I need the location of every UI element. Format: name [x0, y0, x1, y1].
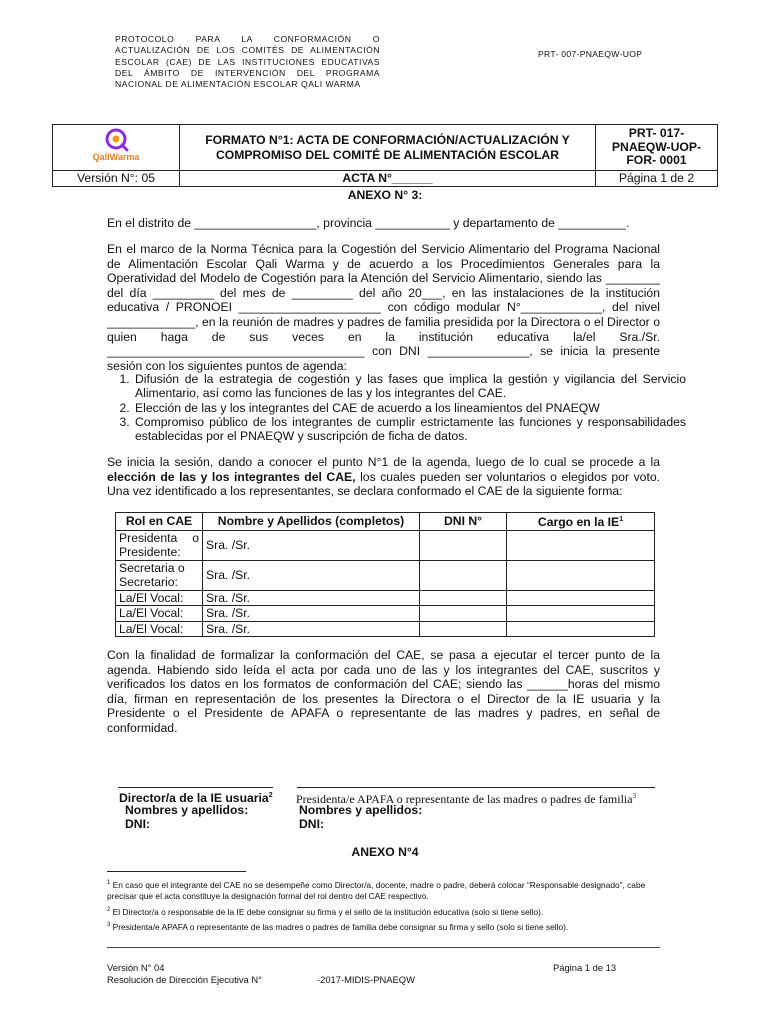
location-line: En el distrito de __________________, provincia ___________ y departamento de __________. — [107, 216, 630, 230]
cae-roles-table — [115, 512, 655, 637]
format-title — [180, 125, 596, 171]
logo-text: QaliWarma — [92, 152, 140, 162]
role-cell: La/El Vocal: — [116, 606, 203, 622]
dni-label-left: DNI: — [125, 817, 151, 831]
format-code-line1: PRT- 017- — [628, 126, 685, 141]
session-bold: elección de las y los integrantes del CAE, — [107, 469, 356, 484]
cargo-cell — [507, 560, 655, 590]
footer-resolution-left: Resolución de Dirección Ejecutiva N° — [107, 974, 262, 985]
cargo-cell — [507, 530, 655, 560]
agenda-item: 1. Difusión de la estrategia de cogestión y las fases que implica la gestión y vigilancia del Servicio Alimentario, así como las funciones de las y los integrantes del CAE. — [133, 372, 686, 401]
acta-number: ACTA N°______ — [180, 171, 596, 187]
logo-cell — [53, 125, 180, 171]
footnote-2: $^2$ El Director/a o responsable de la IE debe consignar su firma y el sello de la institución educativa (solo si tiene sello). — [107, 906, 544, 917]
role-cell: Secretaria o Secretario: — [116, 560, 203, 590]
name-cell: Sra. /Sr. — [203, 530, 420, 560]
annex4-title: ANEXO N°4 — [351, 845, 419, 859]
session-text-2: los cuales pueden ser voluntarios o elegidos por voto. Una vez identificado a los representantes, se declara conformado el CAE de la siguiente forma: — [107, 469, 660, 499]
footnote-separator — [107, 871, 246, 872]
intro-paragraph: En el marco de la Norma Técnica para la Cogestión del Servicio Alimentario del Programa Nacional de Alimentación Escolar Qali Warma y de acuerdo a los Procedimientos Generales para la Operatividad del Modelo de Cogestión para la Atención del Servicio Alimentario, siendo las ________ del día _________ del mes de _________ del año 20___, en las instalaciones de la institución educativa / PRONOEI _____________________ con código modular N°____________, del nivel _____________, en la reunión de madres y padres de familia presidida por la Directora o el Director o quien haga de sus veces en la institución educativa la/el Sra./Sr. ______________________________________ con DNI _______________, se inicia la presente sesión con los siguientes puntos de agenda: — [107, 242, 660, 373]
dni-cell — [420, 590, 507, 606]
annex3-title: ANEXO N° 3: — [347, 188, 423, 202]
table-row — [116, 606, 655, 622]
table-row — [116, 621, 655, 637]
table-row — [116, 560, 655, 590]
footer-separator — [107, 947, 660, 948]
protocol-code: PRT- 007-PNAEQW-UOP — [538, 49, 643, 59]
cargo-cell — [507, 590, 655, 606]
dni-cell — [420, 621, 507, 637]
names-label-right: Nombres y apellidos: — [299, 803, 423, 817]
format-title-line2: COMPROMISO DEL COMITÉ DE ALIMENTACIÓN ESCOLAR — [215, 147, 560, 162]
col-header-cargo: Cargo en la $IE^1$ — [507, 513, 655, 531]
name-cell: Sra. /Sr. — [203, 606, 420, 622]
dni-cell — [420, 530, 507, 560]
footer-version: Versión N° 04 — [107, 962, 165, 973]
table-row — [116, 530, 655, 560]
session-text-1: Se inicia la sesión, dando a conocer el punto N°1 de la agenda, luego de lo cual se procede a la — [107, 455, 660, 469]
agenda-item: 3. Compromiso público de los integrantes de cumplir estrictamente las funciones y responsabilidades establecidas por el PNAEQW y suscripción de ficha de datos. — [133, 415, 686, 444]
names-label-left: Nombres y apellidos: — [125, 803, 249, 817]
name-cell: Sra. /Sr. — [203, 621, 420, 637]
format-version: Versión N°: 05 — [53, 171, 180, 187]
signature-line-director — [118, 787, 273, 788]
name-cell: Sra. /Sr. — [203, 590, 420, 606]
role-cell: La/El Vocal: — [116, 590, 203, 606]
name-cell: Sra. /Sr. — [203, 560, 420, 590]
footnote-3: $^3$ Presidenta/e APAFA o representante de las madres o padres de familia debe consignar su firma y sello (solo si tiene sello). — [107, 921, 569, 932]
col-header-role: Rol en CAE — [116, 513, 203, 531]
role-cell: La/El Vocal: — [116, 621, 203, 637]
format-code — [596, 125, 718, 171]
format-code-line2: PNAEQW-UOP- — [611, 139, 702, 154]
format-code-line3: FOR- 0001 — [626, 153, 687, 168]
format-page: Página 1 de 2 — [596, 171, 718, 187]
signature-title-apafa: Presidenta/e APAFA o representante de las madres o padres de familia$^3$ — [296, 792, 637, 806]
format-header-table — [52, 124, 718, 187]
footer-page: Página 1 de 13 — [553, 962, 617, 973]
cargo-cell — [507, 606, 655, 622]
protocol-header-text: PROTOCOLO PARA LA CONFORMACIÓN O ACTUALIZACIÓN DE LOS COMITÉS DE ALIMENTACIÓN ESCOLAR (CAE) DE LAS INSTITUCIONES EDUCATIVAS DEL ÁMBITO DE INTERVENCIÓN DEL PROGRAMA NACIONAL DE ALIMENTACIÓN ESCOLAR QALI WARMA — [115, 34, 380, 90]
agenda-list — [107, 372, 686, 443]
signature-line-apafa — [297, 787, 655, 788]
session-paragraph — [107, 455, 660, 499]
closing-paragraph: Con la finalidad de formalizar la conformación del CAE, se pasa a ejecutar el tercer punto de la agenda. Habiendo sido leída el acta por cada uno de las y los integrantes del CAE, suscritos y verificados los datos en los formatos de conformación del CAE; siendo las ______horas del mismo día, firman en representación de los presentes la Directora o el Director de la IE usuaria y la Presidente o el Presidente de APAFA o representante de las madres y padres, en señal de conformidad. — [107, 648, 660, 735]
dni-label-right: DNI: — [299, 817, 325, 831]
cargo-cell — [507, 621, 655, 637]
agenda-item: 2. Elección de las y los integrantes del CAE de acuerdo a los lineamientos del PNAEQW — [133, 401, 686, 415]
dni-cell — [420, 606, 507, 622]
dni-cell — [420, 560, 507, 590]
footer-resolution-right: -2017-MIDIS-PNAEQW — [317, 974, 415, 985]
format-title-line1: FORMATO N°1: ACTA DE CONFORMACIÓN/ACTUALIZACIÓN Y — [205, 132, 570, 147]
col-header-name: Nombre y Apellidos (completos) — [203, 513, 420, 531]
col-header-dni: DNI N° — [420, 513, 507, 531]
signature-title-director: Director/a de la IE usuaria$^2$ — [119, 791, 273, 806]
table-row — [116, 590, 655, 606]
role-cell: Presidenta o Presidente: — [116, 530, 203, 560]
footnote-1: $^1$ En caso que el integrante del CAE no se desempeñe como Director/a, docente, madre o padre, deberá colocar “Responsable designado”, cabe precisar que el acta constituye la designación formal del rol dentro del CAE respectivo. — [107, 879, 646, 902]
qaliwarma-logo-icon — [86, 126, 146, 166]
